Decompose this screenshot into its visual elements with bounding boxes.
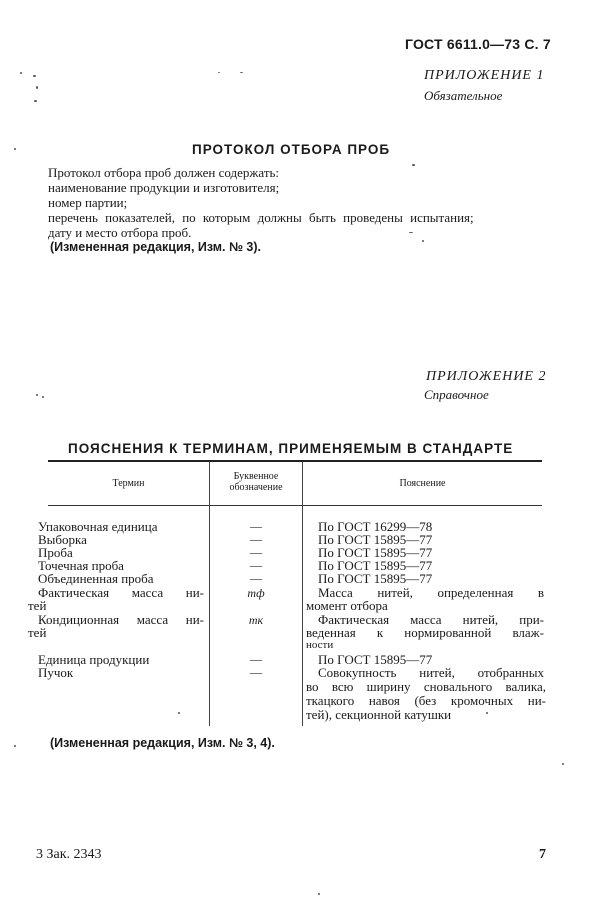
term-cell: тей [28, 598, 47, 613]
explanation-cell: тей), секционной катушки [306, 707, 452, 722]
symbol-cell: — [250, 545, 262, 559]
scan-speck [240, 72, 243, 73]
annex-1-amendment: (Измененная редакция, Изм. № 3). [50, 240, 261, 254]
table-top-rule [48, 460, 542, 462]
term-cell: Выборка [38, 532, 87, 547]
explanation-cell: Фактическая масса нитей, при- [318, 612, 544, 627]
explanation-cell: По ГОСТ 15895—77 [318, 652, 433, 667]
annex-2-heading: ПОЯСНЕНИЯ К ТЕРМИНАМ, ПРИМЕНЯЕМЫМ В СТАНДАРТЕ [68, 441, 514, 456]
term-cell: тей [28, 625, 47, 640]
protocol-line: дату и место отбора проб. [48, 225, 192, 240]
annex-2-amendment: (Измененная редакция, Изм. № 3, 4). [50, 736, 275, 750]
symbol-cell: mф [247, 586, 265, 600]
explanation-cell: По ГОСТ 15895—77 [318, 545, 433, 560]
symbol-cell: — [250, 532, 262, 546]
explanation-cell: веденная к нормированной влаж- [306, 625, 544, 640]
table-header-explanation: Пояснение [399, 478, 446, 489]
explanation-cell: Совокупность нитей, отобранных [318, 665, 544, 680]
protocol-line: номер партии; [48, 195, 128, 210]
scan-speck [20, 72, 22, 74]
scan-speck [422, 240, 424, 242]
scan-speck [412, 164, 415, 166]
document-reference: ГОСТ 6611.0—73 С. 7 [405, 36, 551, 52]
scan-speck [42, 396, 44, 398]
protocol-line: Протокол отбора проб должен содержать: [48, 165, 280, 180]
term-cell: Объединенная проба [38, 571, 154, 586]
term-cell: Пучок [38, 665, 74, 680]
scan-speck [562, 763, 564, 765]
annex-1-title: ПРИЛОЖЕНИЕ 1 [424, 68, 545, 83]
table-header-term: Термин [112, 478, 145, 489]
scan-speck [36, 394, 38, 396]
term-cell: Проба [38, 545, 73, 560]
explanation-cell: По ГОСТ 15895—77 [318, 532, 433, 547]
scan-speck [318, 893, 320, 895]
explanation-cell: Масса нитей, определенная в [318, 585, 544, 600]
term-cell: Единица продукции [38, 652, 150, 667]
term-cell: Фактическая масса ни- [38, 585, 204, 600]
term-cell: Упаковочная единица [38, 519, 158, 534]
scan-speck [218, 72, 220, 73]
symbol-cell: — [250, 652, 262, 666]
protocol-requirements [48, 165, 548, 240]
symbol-cell: mк [248, 613, 264, 627]
symbol-cell: — [250, 571, 262, 585]
symbol-cell: — [250, 665, 262, 679]
table-header-symbol: Буквенное обозначение [229, 471, 283, 493]
page-number: 7 [539, 847, 546, 862]
protocol-line: перечень показателей, по которым должны быть проведены испытания; [48, 210, 474, 225]
term-cell: Кондиционная масса ни- [38, 612, 204, 627]
scan-speck [178, 712, 180, 714]
scan-speck [33, 75, 36, 77]
symbol-cell: — [250, 558, 262, 572]
explanation-cell: По ГОСТ 16299—78 [318, 519, 433, 534]
explanation-cell: По ГОСТ 15895—77 [318, 558, 433, 573]
annex-1-status: Обязательное [424, 88, 503, 103]
explanation-cell: момент отбора [306, 598, 388, 613]
protocol-line: наименование продукции и изготовителя; [48, 180, 280, 195]
scan-speck [409, 232, 413, 233]
table-column-divider [302, 462, 303, 726]
annex-1-heading: ПРОТОКОЛ ОТБОРА ПРОБ [192, 142, 391, 157]
print-order-number: 3 Зак. 2343 [36, 847, 102, 862]
table-header-rule [48, 505, 542, 506]
scan-speck [14, 148, 16, 150]
scan-speck [36, 86, 38, 89]
term-cell: Точечная проба [38, 558, 124, 573]
scan-speck [34, 100, 37, 102]
symbol-cell: — [250, 519, 262, 533]
scan-speck [486, 712, 488, 714]
explanation-cell: ности [306, 639, 334, 651]
annex-2-status: Справочное [424, 387, 489, 402]
explanation-cell: ткацкого навоя (без кромочных ни- [306, 693, 546, 708]
explanation-cell: во всю ширину сновального валика, [306, 679, 546, 694]
scan-speck [14, 745, 16, 747]
explanation-cell: По ГОСТ 15895—77 [318, 571, 433, 586]
annex-2-title: ПРИЛОЖЕНИЕ 2 [426, 369, 547, 384]
